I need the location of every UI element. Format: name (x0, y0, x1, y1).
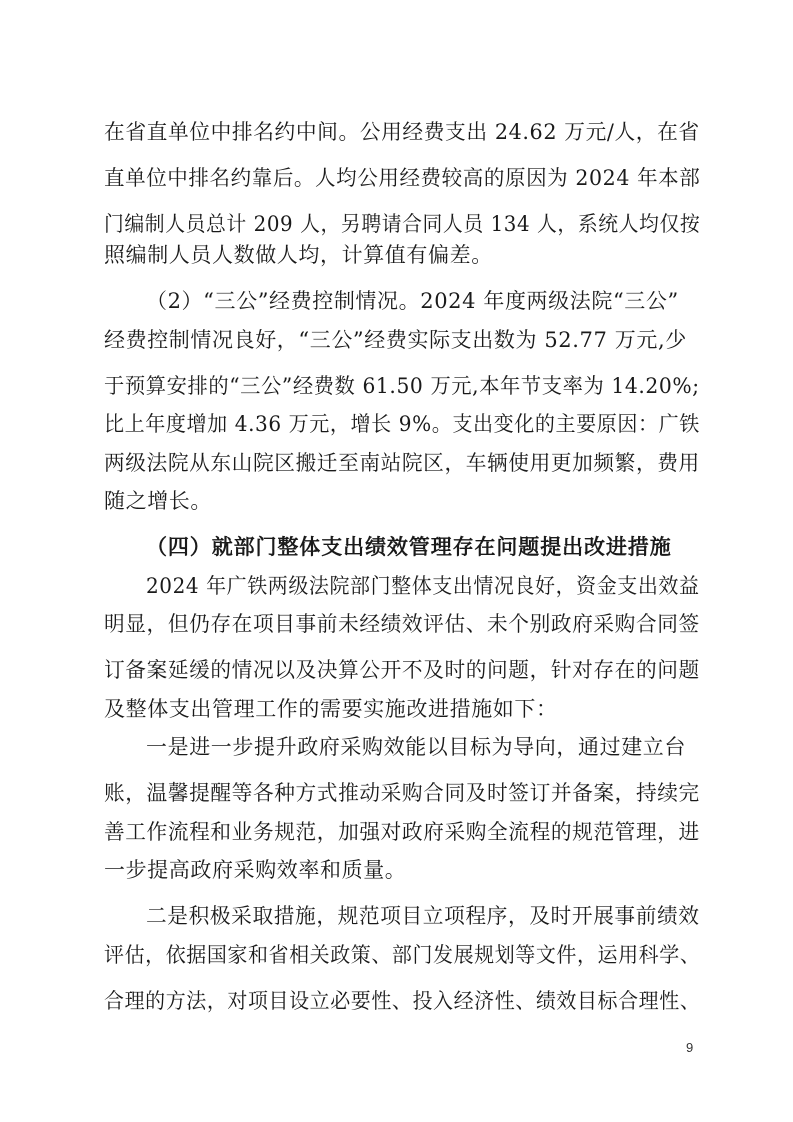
paragraph-line: 账，温馨提醒等各种方式推动采购合同及时签订并备案，持续完 (104, 781, 700, 805)
paragraph-line: 善工作流程和业务规范，加强对政府采购全流程的规范管理，进 (104, 820, 700, 844)
paragraph-line: 随之增长。 (104, 489, 212, 513)
paragraph-line: 门编制人员总计 209 人，另聘请合同人员 134 人，系统人均仅按 (104, 212, 701, 236)
paragraph-line: 经费控制情况良好，“三公”经费实际支出数为 52.77 万元,少 (104, 328, 687, 352)
paragraph-line: 于预算安排的“三公”经费数 61.50 万元,本年节支率为 14.20%; (104, 374, 700, 398)
paragraph-line: 订备案延缓的情况以及决算公开不及时的问题，针对存在的问题 (104, 658, 700, 682)
paragraph-line: 照编制人员人数做人均，计算值有偏差。 (104, 243, 493, 267)
paragraph-line: 评估，依据国家和省相关政策、部门发展规划等文件，运用科学、 (104, 943, 701, 967)
paragraph-line: 一是进一步提升政府采购效能以目标为导向，通过建立台 (146, 735, 686, 759)
paragraph-line: 二是积极采取措施，规范项目立项程序，及时开展事前绩效 (146, 904, 700, 928)
paragraph-line: 明显，但仍存在项目事前未经绩效评估、未个别政府采购合同签 (104, 612, 700, 636)
paragraph-line: 及整体支出管理工作的需要实施改进措施如下： (104, 697, 558, 721)
paragraph-line: 比上年度增加 4.36 万元，增长 9%。支出变化的主要原因：广铁 (104, 412, 700, 436)
paragraph-line: 2024 年广铁两级法院部门整体支出情况良好，资金支出效益 (146, 574, 700, 598)
paragraph-line: 在省直单位中排名约中间。公用经费支出 24.62 万元/人，在省 (104, 120, 700, 144)
paragraph-line: 一步提高政府采购效率和质量。 (104, 858, 407, 882)
page-number: 9 (686, 1040, 694, 1055)
paragraph-line: （2）“三公”经费控制情况。2024 年度两级法院“三公” (146, 289, 679, 313)
paragraph-line: 两级法院从东山院区搬迁至南站院区，车辆使用更加频繁，费用 (104, 451, 700, 475)
paragraph-line: 直单位中排名约靠后。人均公用经费较高的原因为 2024 年本部 (104, 166, 701, 190)
section-heading: （四）就部门整体支出绩效管理存在问题提出改进措施 (146, 535, 672, 559)
paragraph-line: 合理的方法，对项目设立必要性、投入经济性、绩效目标合理性、 (104, 989, 701, 1013)
